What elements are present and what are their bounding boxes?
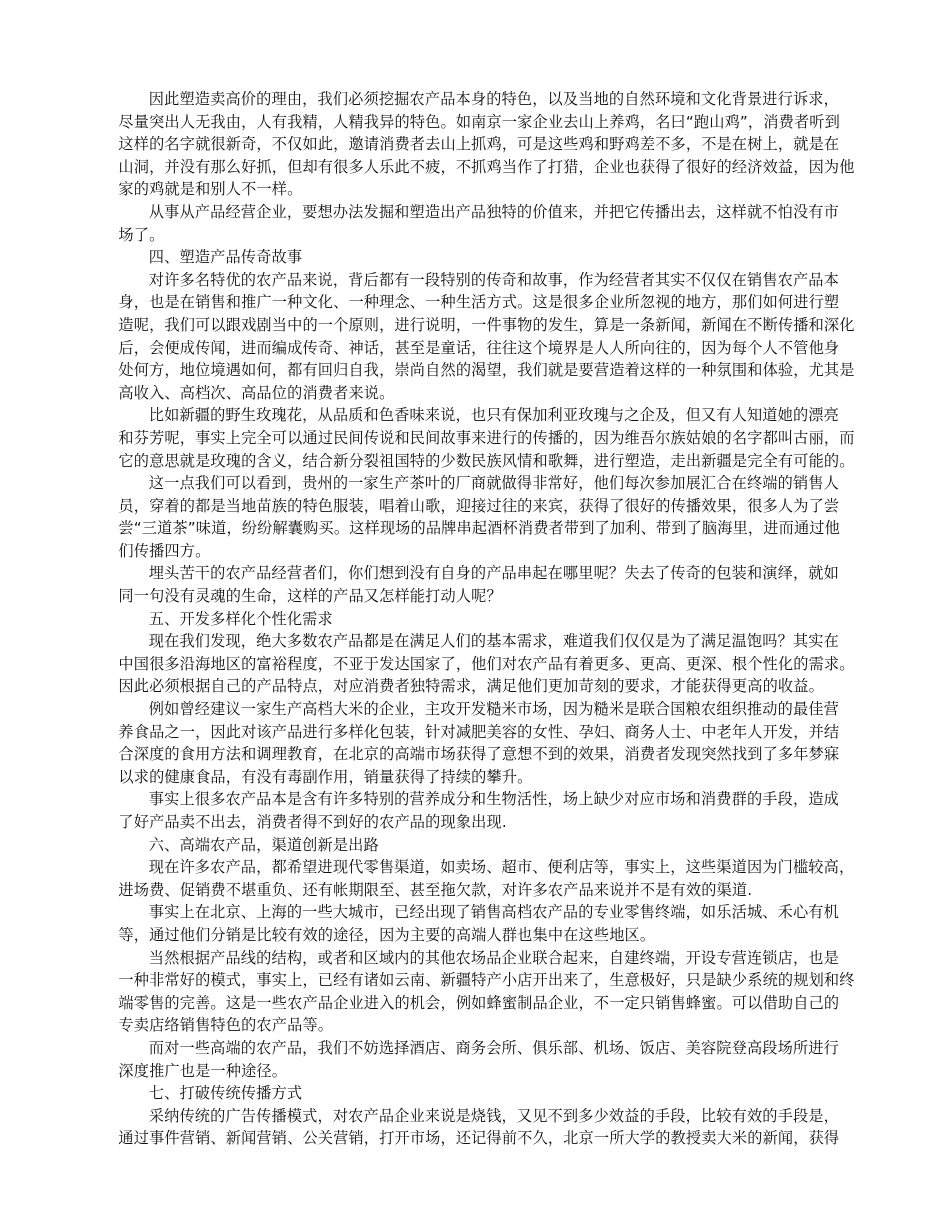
text-line: 造呢，我们可以跟戏剧当中的一个原则，进行说明，一件事物的发生，算是一条新闻，新闻在不断传播和深化 (118, 315, 855, 334)
text-line: 以求的健康食品，有没有毒副作用，销量获得了持续的攀升。 (118, 767, 533, 786)
text-line: 了好产品卖不出去，消费者得不到好的农产品的现象出现. (118, 813, 507, 831)
text-line: 尽量突出人无我由，人有我精，人精我异的特色。如南京一家企业去山上养鸡，名曰“跑山鸡”，消费者听到 (118, 112, 840, 131)
text-line: 进场费、促销费不堪重负、还有帐期限至、甚至拖欠款，对许多农产品来说并不是有效的渠道. (118, 880, 753, 899)
text-line: 而对一些高端的农产品，我们不妨选择酒店、商务会所、俱乐部、机场、饭店、美容院登高段场所进行 (148, 1038, 839, 1057)
text-line: 同一句没有灵魂的生命，这样的产品又怎样能打动人呢？ (118, 587, 502, 606)
text-line: 养食品之一，因此对该产品进行多样化包装，针对减肥美容的女性、孕妇、商务人士、中老年人开发，并结 (118, 722, 840, 741)
text-line: 处何方，地位境遇如何，都有回归自我，崇尚自然的渴望，我们就是要营造着这样的一种氛围和体验，尤其是 (118, 361, 855, 380)
paragraph (88, 947, 858, 1037)
text-line: 它的意思就是玫瑰的含义，结合新分裂祖国特的少数民族风情和歌舞，进行塑造，走出新疆是完全有可能的。 (118, 451, 855, 470)
text-line: 高收入、高档次、高品位的消费者来说。 (118, 383, 395, 402)
text-line: 因此塑造卖高价的理由，我们必须挖掘农产品本身的特色，以及当地的自然环境和文化背景进行诉求， (148, 90, 839, 108)
text-line: 采纳传统的广告传播模式，对农产品企业来说是烧钱，又见不到多少效益的手段，比较有效的手段是， (148, 1106, 839, 1125)
text-line: 比如新疆的野生玫瑰花，从品质和色香味来说，也只有保加利亚玫瑰与之企及，但又有人知道她的漂亮 (148, 406, 839, 425)
paragraph (88, 1105, 858, 1150)
text-line: 中国很多沿海地区的富裕程度，不亚于发达国家了，他们对农产品有着更多、更高、更深、根个性化的需求。 (118, 654, 855, 673)
text-line: 现在我们发现，绝大多数农产品都是在满足人们的基本需求，难道我们仅仅是为了满足温饱吗？其实在 (148, 632, 839, 651)
text-line: 端零售的完善。这是一些农产品企业进入的机会，例如蜂蜜制品企业，不一定只销售蜂蜜。可以借助自己的 (118, 993, 840, 1012)
text-line: 专卖店络销售特色的农产品等。 (118, 1016, 334, 1035)
text-line: 埋头苦干的农产品经营者们，你们想到没有自身的产品串起在哪里呢？失去了传奇的包装和演绎，就如 (148, 564, 839, 583)
text-line: 员，穿着的都是当地苗族的特色服装，唱着山歌，迎接过往的来宾，获得了很好的传播效果，很多人为了尝 (118, 496, 840, 515)
text-line: 家的鸡就是和别人不一样。 (118, 180, 303, 199)
paragraph (88, 788, 858, 833)
text-line: 山洞，并没有那么好抓，但却有很多人乐此不疲，不抓鸡当作了打猎，企业也获得了很好的经济效益，因为他 (118, 157, 855, 176)
paragraph (88, 698, 858, 788)
text-line: 因此必须根据自己的产品特点，对应消费者独特需求，满足他们更加苛刻的要求，才能获得更高的收益。 (118, 677, 824, 696)
paragraph (88, 856, 858, 901)
paragraph (88, 1082, 858, 1105)
text-line: 和芬芳呢，事实上完全可以通过民间传说和民间故事来进行的传播的，因为维吾尔族姑娘的名字都叫古丽，而 (118, 428, 855, 447)
text-line: 合深度的食用方法和调理教育，在北京的高端市场获得了意想不到的效果，消费者发现突然找到了多年梦寐 (118, 745, 840, 764)
text-line: 对许多名特优的农产品来说，背后都有一段特别的传奇和故事，作为经营者其实不仅仅在销售农产品本 (148, 270, 839, 289)
paragraph (88, 88, 858, 201)
paragraph (88, 404, 858, 472)
text-line: 身，也是在销售和推广一种文化、一种理念、一种生活方式。这是很多企业所忽视的地方，那们如何进行塑 (118, 293, 840, 312)
text-line: 们传播四方。 (118, 541, 211, 560)
text-line: 等，通过他们分销是比较有效的途径，因为主要的高端人群也集中在这些地区。 (118, 925, 656, 944)
paragraph (88, 901, 858, 946)
text-line: 尝“三道茶”味道，纷纷解囊购买。这样现场的品牌串起酒杯消费者带到了加利、带到了脑海里，进而通过他 (118, 519, 840, 538)
text-line: 这样的名字就很新奇，不仅如此，邀请消费者去山上抓鸡，可是这些鸡和野鸡差不多，不是在树上，就是在 (118, 135, 840, 154)
text-line: 五、开发多样化个性化需求 (148, 609, 333, 628)
text-line: 事实上很多农产品本是含有许多特别的营养成分和生物活性，场上缺少对应市场和消费群的手段，造成 (148, 790, 839, 809)
paragraph (88, 472, 858, 562)
paragraph (88, 1037, 858, 1082)
text-line: 当然根据产品线的结构，或者和区域内的其他农场品企业联合起来，自建终端，开设专营连锁店，也是 (148, 948, 839, 967)
text-line: 七、打破传统传播方式 (148, 1084, 303, 1103)
paragraph (88, 834, 858, 857)
text-line: 后，会便成传闻，进而编成传奇、神话，甚至是童话，往往这个境界是人人所向往的，因为每个人不管他身 (118, 338, 840, 357)
document-body (88, 88, 858, 1150)
text-line: 例如曾经建议一家生产高档大米的企业，主攻开发糙米市场，因为糙米是联合国粮农组织推动的最佳营 (148, 700, 839, 719)
paragraph (88, 246, 858, 269)
paragraph (88, 608, 858, 631)
text-line: 通过事件营销、新闻营销、公关营销，打开市场，还记得前不久，北京一所大学的教授卖大米的新闻，获得 (118, 1129, 840, 1148)
text-line: 深度推广也是一种途径。 (118, 1061, 288, 1080)
text-line: 这一点我们可以看到，贵州的一家生产茶叶的厂商就做得非常好，他们每次参加展汇合在终端的销售人 (148, 474, 839, 493)
paragraph (88, 201, 858, 246)
text-line: 从事从产品经营企业，要想办法发掘和塑造出产品独特的价值来，并把它传播出去，这样就不怕没有市 (148, 202, 839, 221)
text-line: 四、塑造产品传奇故事 (148, 248, 303, 267)
paragraph (88, 269, 858, 405)
paragraph (88, 630, 858, 698)
text-line: 现在许多农产品，都希望进现代零售渠道，如卖场、超市、便利店等，事实上，这些渠道因为门槛较高， (148, 858, 855, 877)
paragraph (88, 562, 858, 607)
text-line: 一种非常好的模式，事实上，已经有诸如云南、新疆特产小店开出来了，生意极好，只是缺少系统的规划和终 (118, 971, 855, 990)
text-line: 场了。 (118, 225, 165, 244)
text-line: 六、高端农产品，渠道创新是出路 (148, 835, 379, 854)
text-line: 事实上在北京、上海的一些大城市，已经出现了销售高档农产品的专业零售终端，如乐活城、禾心有机 (148, 903, 839, 922)
